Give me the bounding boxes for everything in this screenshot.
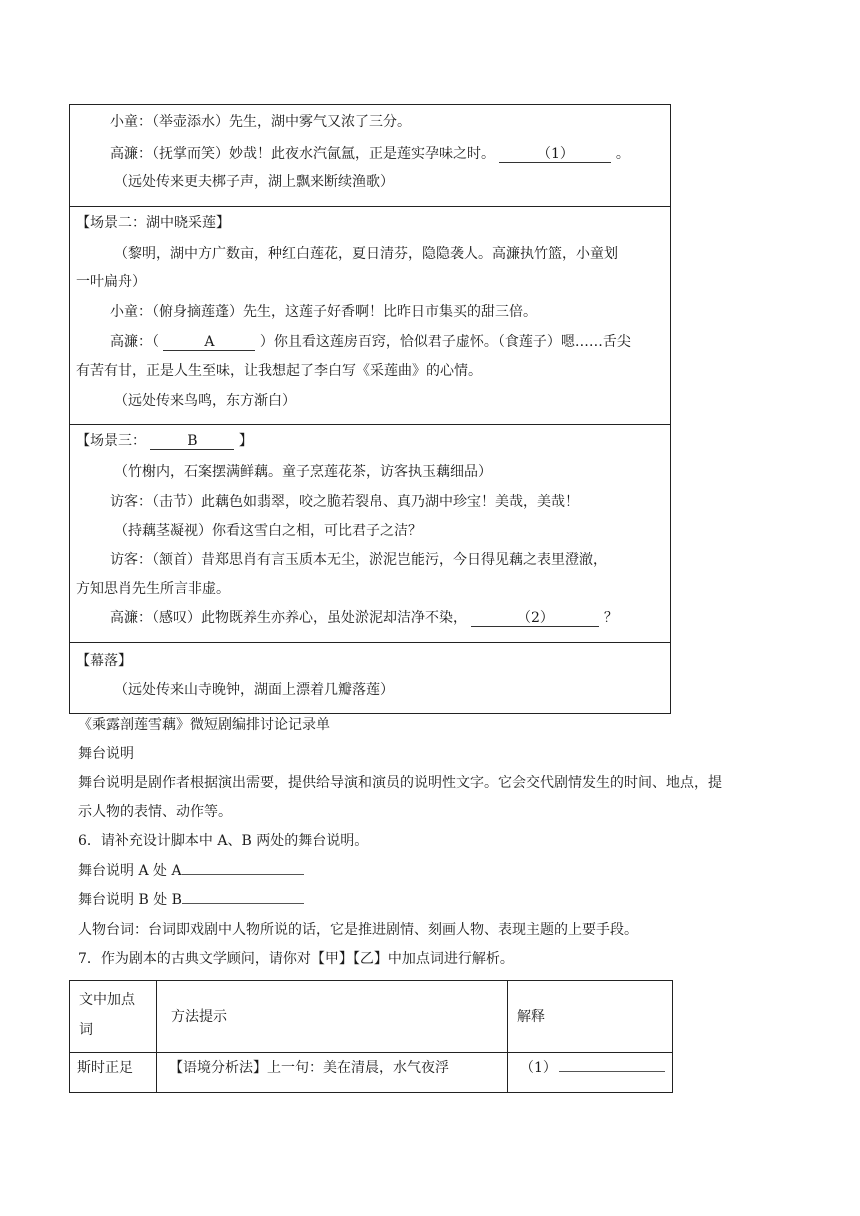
stage-direction: （远处传来鸟鸣，东方渐白） — [114, 393, 296, 409]
answer-b-row — [78, 891, 304, 909]
dialogue-text: 高濂：（ — [110, 334, 159, 350]
header-explanation: 解释 — [517, 1008, 545, 1025]
scene-one-box — [69, 104, 671, 207]
answer-b-input[interactable] — [182, 891, 304, 904]
fill-blank-a[interactable]: A — [163, 334, 255, 351]
scene-heading-text: 【场景三： — [76, 433, 146, 449]
dialogue-line — [110, 333, 631, 351]
dialogue-line: （持藕茎凝视）你看这雪白之相，可比君子之洁？ — [114, 523, 422, 539]
row-explanation-cell — [508, 1053, 673, 1093]
stage-direction: （远处传来山寺晚钟，湖面上漂着几瓣落莲） — [114, 682, 394, 698]
stage-title: 舞台说明 — [78, 746, 134, 762]
header-word-line2: 词 — [79, 1022, 93, 1038]
stage-direction: （远处传来更夫梆子声，湖上飘来断续渔歌） — [114, 174, 394, 190]
dialogue-line: 小童：（举壶添水）先生，湖中雾气又浓了三分。 — [110, 114, 411, 130]
question-7: 7．作为剧本的古典文学顾问，请你对【甲】【乙】中加点词进行解析。 — [78, 951, 514, 967]
dialogue-line: 小童：（俯身摘莲蓬）先生，这莲子好香啊！比昨日市集买的甜三倍。 — [110, 304, 537, 320]
scene-heading-text: 】 — [238, 433, 253, 449]
stage-direction: 一叶扁舟） — [76, 274, 146, 290]
table-row — [70, 1053, 673, 1093]
curtain-box — [69, 642, 671, 714]
stage-direction: （黎明，湖中方广数亩，种红白莲花，夏日清芬，隐隐袭人。高濂执竹篮，小童划 — [114, 246, 618, 262]
dialogue-line: 有苦有甘，正是人生至味，让我想起了李白写《采莲曲》的心情。 — [76, 363, 482, 379]
scene-three-box — [69, 424, 671, 643]
dialogue-description: 人物台词：台词即戏剧中人物所说的话，它是推进剧情、刻画人物、表现主题的上要手段。 — [78, 922, 638, 938]
dialogue-line: 访客：（颔首）昔郑思肖有言玉质本无尘，淤泥岂能污，今日得见藕之表里澄澈， — [110, 552, 607, 568]
answer-a-row — [78, 862, 304, 880]
scene-heading — [76, 432, 253, 450]
header-cell-explanation — [508, 981, 673, 1053]
dialogue-line: 访客：（击节）此藕色如翡翠，咬之脆若裂帛、真乃湖中珍宝！美哉，美哉！ — [110, 494, 579, 510]
dialogue-line — [110, 145, 630, 163]
dialogue-line: 方知思肖先生所言非虚。 — [76, 581, 230, 597]
analysis-table — [69, 980, 673, 1093]
scene-heading: 【幕落】 — [76, 653, 132, 669]
scene-heading: 【场景二：湖中晓采莲】 — [76, 215, 230, 231]
punctuation: 。 — [615, 146, 630, 162]
stage-description: 舞台说明是剧作者根据演出需要，提供给导演和演员的说明性文字。它会交代剧情发生的时间、地点，提 — [78, 775, 722, 791]
table-header-row — [70, 981, 673, 1053]
answer-a-input[interactable] — [182, 862, 304, 875]
dialogue-line — [110, 609, 618, 627]
row-word-cell — [70, 1053, 157, 1093]
fill-blank-1[interactable]: （1） — [499, 146, 611, 163]
row-explanation-label: （1） — [520, 1060, 557, 1076]
header-cell-method — [157, 981, 508, 1053]
row-word: 斯时正足 — [77, 1060, 133, 1076]
header-cell-word — [70, 981, 157, 1053]
dialogue-text: 高濂：（抚掌而笑）妙哉！此夜水汽氤氲，正是莲实孕味之时。 — [110, 146, 495, 162]
stage-direction: （竹榭内，石案摆满鲜藕。童子烹莲花茶，访客执玉藕细品） — [114, 464, 492, 480]
row-explanation-input[interactable] — [559, 1059, 665, 1072]
question-6: 6．请补充设计脚本中 A、B 两处的舞台说明。 — [78, 833, 369, 849]
header-word-line1: 文中加点 — [79, 992, 135, 1008]
answer-a-label: 舞台说明 A 处 A — [78, 863, 182, 879]
row-method-cell — [157, 1053, 508, 1093]
punctuation: ？ — [603, 610, 618, 626]
fill-blank-2[interactable]: （2） — [471, 610, 599, 627]
header-method: 方法提示 — [171, 1008, 227, 1025]
answer-b-label: 舞台说明 B 处 B — [78, 892, 182, 908]
scene-two-box — [69, 206, 671, 425]
dialogue-text: 高濂：（感叹）此物既养生亦养心，虽处淤泥却洁净不染， — [110, 610, 467, 626]
record-title: 《乘露剖莲雪藕》微短剧编排讨论记录单 — [78, 717, 330, 733]
row-method: 【语境分析法】上一句：美在清晨，水气夜浮 — [169, 1060, 449, 1076]
stage-description: 示人物的表情、动作等。 — [78, 804, 232, 820]
fill-blank-b[interactable]: B — [150, 433, 234, 450]
dialogue-text: ）你且看这莲房百窍，恰似君子虚怀。（食莲子）嗯……舌尖 — [259, 334, 631, 350]
